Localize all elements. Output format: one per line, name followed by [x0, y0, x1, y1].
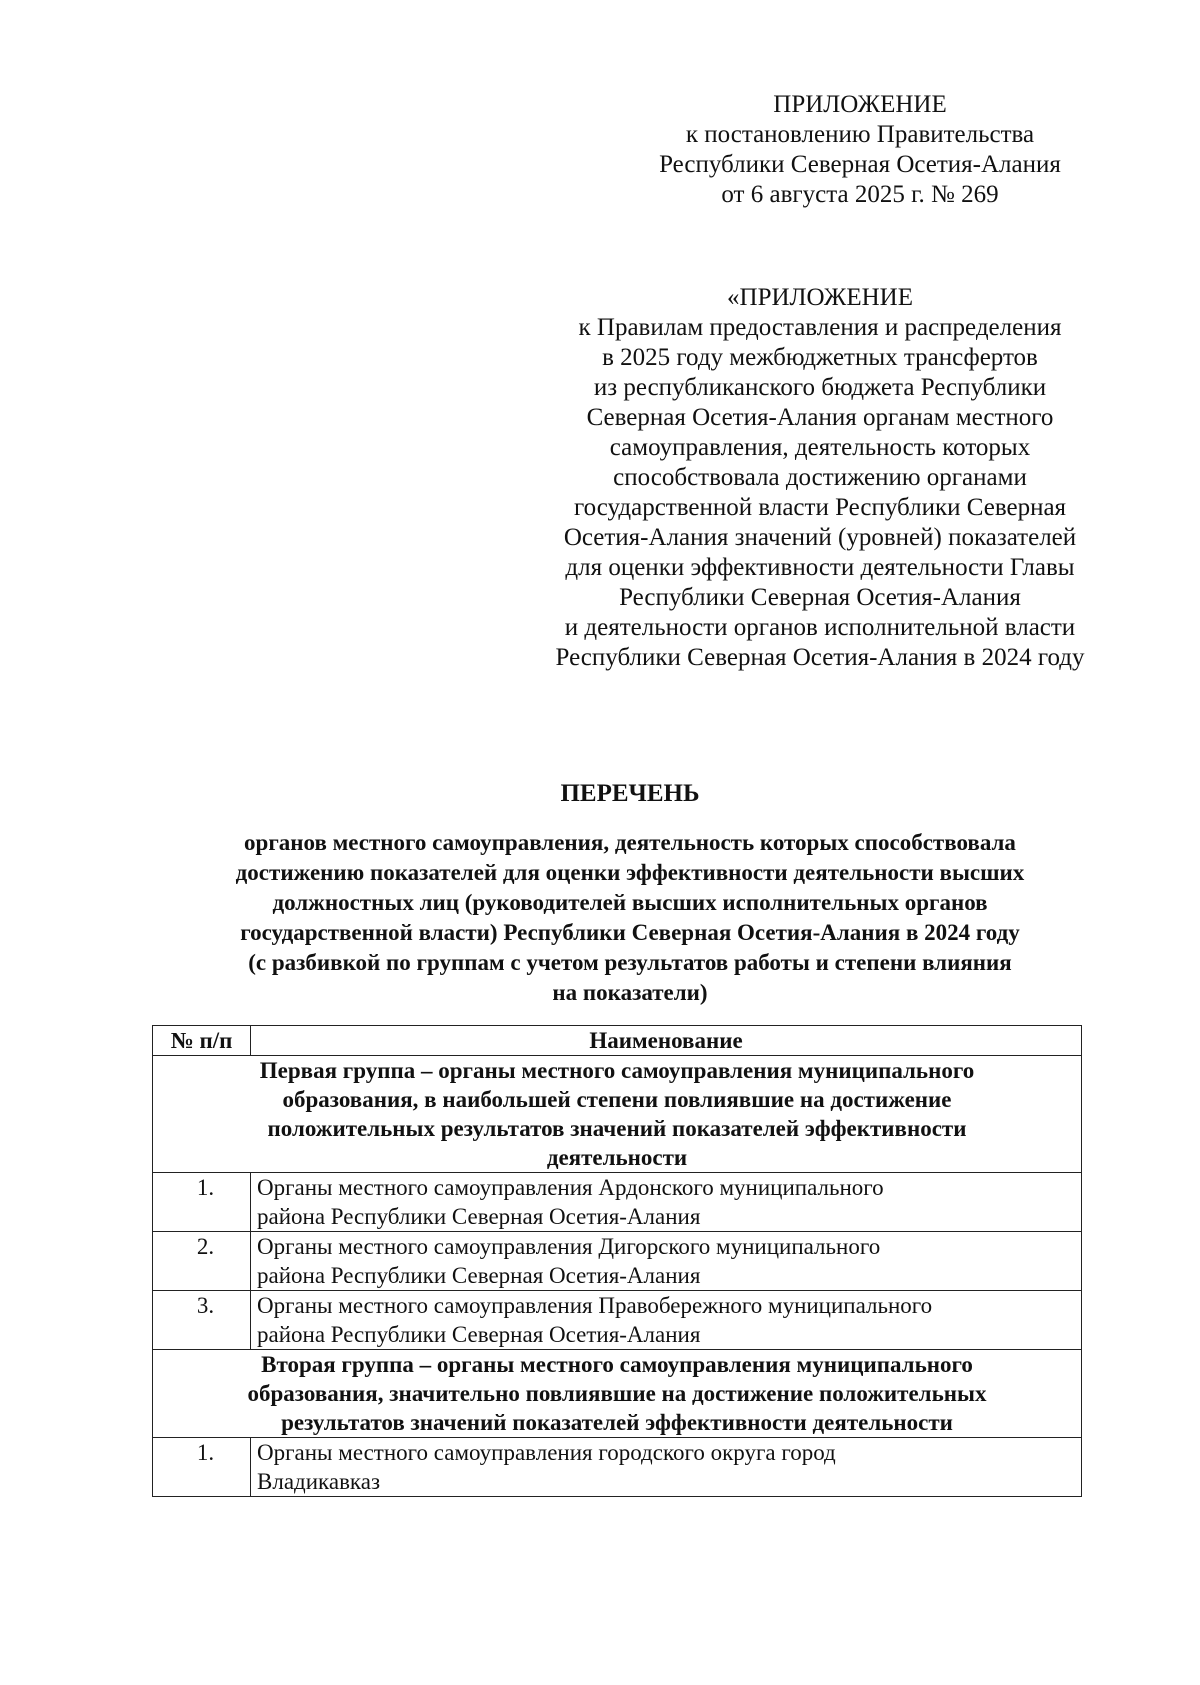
group-heading-line: положительных результатов значений показателей эффективности: [267, 1116, 967, 1141]
group-heading-line: результатов значений показателей эффективности деятельности: [281, 1410, 953, 1435]
list-title: ПЕРЕЧЕНЬ: [560, 780, 700, 807]
list-subtitle-line: государственной власти) Республики Северная Осетия-Алания в 2024 году: [240, 920, 1020, 945]
appendix-rules-line: для оценки эффективности деятельности Главы: [565, 554, 1075, 581]
group-heading-line: Вторая группа – органы местного самоуправления муниципального: [261, 1352, 973, 1377]
table-header-row: [153, 1026, 1082, 1056]
appendix-rules-line: в 2025 году межбюджетных трансфертов: [602, 344, 1038, 371]
group-heading-first: [153, 1056, 1082, 1173]
list-subtitle-line: должностных лиц (руководителей высших исполнительных органов: [272, 890, 988, 915]
appendix-line: Республики Северная Осетия-Алания: [659, 151, 1061, 178]
group-heading-line: образования, в наибольшей степени повлиявшие на достижение: [282, 1087, 952, 1112]
list-subtitle-line: (с разбивкой по группам с учетом результатов работы и степени влияния: [248, 950, 1012, 975]
appendix-rules-line: самоуправления, деятельность которых: [609, 434, 1031, 461]
appendix-date-number: от 6 августа 2025 г. № 269: [721, 181, 999, 208]
row-number: 3.: [153, 1291, 251, 1350]
row-number: 1.: [153, 1438, 251, 1497]
row-name: Органы местного самоуправления Ардонского муниципального района Республики Северная Осетия-Алания: [251, 1173, 1082, 1232]
organizations-table: [152, 1025, 1082, 1497]
group-row-first: [153, 1056, 1082, 1173]
row-name: Органы местного самоуправления Правобережного муниципального района Республики Северная Осетия-Алания: [251, 1291, 1082, 1350]
appendix-rules-block: [520, 283, 1120, 673]
appendix-rules-line: Осетия-Алания значений (уровней) показателей: [563, 524, 1077, 551]
group-heading-line: деятельности: [546, 1145, 688, 1170]
table-row: [153, 1232, 1082, 1291]
appendix-rules-heading: «ПРИЛОЖЕНИЕ: [727, 284, 913, 311]
row-name: Органы местного самоуправления Дигорского муниципального района Республики Северная Осетия-Алания: [251, 1232, 1082, 1291]
table-row: [153, 1291, 1082, 1350]
appendix-rules-line: государственной власти Республики Северная: [573, 494, 1067, 521]
appendix-rules-line: Республики Северная Осетия-Алания: [619, 584, 1021, 611]
header-number: № п/п: [153, 1026, 251, 1056]
group-heading-line: Первая группа – органы местного самоуправления муниципального: [259, 1058, 975, 1083]
list-subtitle-line: органов местного самоуправления, деятельность которых способствовала: [244, 830, 1016, 855]
appendix-resolution-block: [600, 90, 1120, 210]
appendix-rules-line: способствовала достижению органами: [613, 464, 1027, 491]
list-subtitle-line: на показатели): [552, 980, 708, 1005]
list-subtitle-line: достижению показателей для оценки эффективности деятельности высших: [235, 860, 1025, 885]
row-number: 2.: [153, 1232, 251, 1291]
appendix-rules-line: и деятельности органов исполнительной власти: [564, 614, 1076, 641]
appendix-rules-line: Республики Северная Осетия-Алания в 2024 году: [555, 644, 1085, 671]
appendix-heading: ПРИЛОЖЕНИЕ: [773, 91, 947, 118]
table-row: [153, 1438, 1082, 1497]
appendix-rules-line: к Правилам предоставления и распределения: [578, 314, 1062, 341]
group-heading-line: образования, значительно повлиявшие на достижение положительных: [247, 1381, 987, 1406]
appendix-line: к постановлению Правительства: [685, 121, 1035, 148]
header-name: Наименование: [251, 1026, 1082, 1056]
row-number: 1.: [153, 1173, 251, 1232]
row-name: Органы местного самоуправления городского округа город Владикавказ: [251, 1438, 1082, 1497]
appendix-rules-line: из республиканского бюджета Республики: [593, 374, 1047, 401]
group-heading-second: [153, 1350, 1082, 1438]
appendix-rules-line: Северная Осетия-Алания органам местного: [586, 404, 1054, 431]
table-row: [153, 1173, 1082, 1232]
group-row-second: [153, 1350, 1082, 1438]
list-subtitle: [150, 828, 1110, 1008]
